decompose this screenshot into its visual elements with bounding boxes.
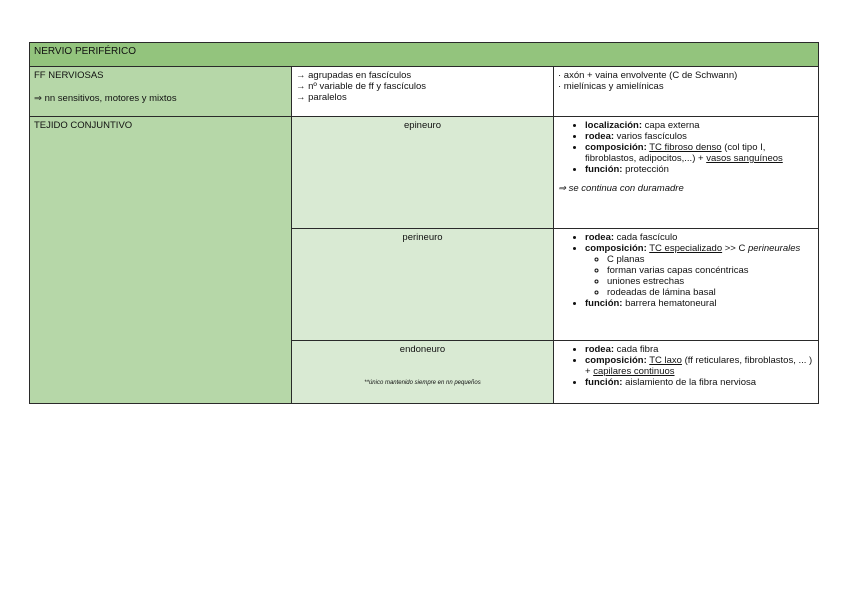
tejido-conjuntivo-cell: TEJIDO CONJUNTIVO — [30, 117, 292, 404]
perineuro-list — [558, 232, 814, 309]
ff-nerviosas-cell — [30, 67, 292, 117]
ff-nerviosas-label: FF NERVIOSAS — [34, 70, 104, 81]
list-item: • composición: TC especializado >> C perineurales ◦ C planas ◦ forman varias capas concéntricas ◦ uniones estrechas ◦ rodeadas de lámina basal — [585, 243, 814, 298]
endoneuro-cell — [292, 341, 554, 404]
list-item: • rodea: cada fascículo — [585, 232, 814, 243]
endoneuro-label: endoneuro — [399, 344, 446, 355]
perineuro-sublist — [585, 254, 814, 298]
list-item: • rodea: varios fascículos — [585, 131, 814, 142]
list-item: • función: aislamiento de la fibra nerviosa — [585, 377, 814, 388]
table-title: NERVIO PERIFÉRICO — [30, 43, 819, 67]
sub-item: ◦ forman varias capas concéntricas — [607, 265, 814, 276]
endoneuro-list — [558, 344, 814, 388]
list-item: • función: barrera hematoneural — [585, 298, 814, 309]
list-item: • composición: TC fibroso denso (col tipo I, fibroblastos, adipocitos,...) + vasos sanguíneos — [585, 142, 814, 164]
nerve-table — [29, 42, 819, 404]
feature-line: → paralelos — [296, 92, 347, 103]
detail-line: · mielínicas y amielínicas — [558, 81, 664, 92]
epineuro-note: ⇒ se continua con duramadre — [558, 183, 684, 194]
ff-nerviosas-details — [554, 67, 819, 117]
epineuro-cell: epineuro — [292, 117, 554, 229]
list-item: • localización: capa externa — [585, 120, 814, 131]
list-item: • rodea: cada fibra — [585, 344, 814, 355]
feature-line: → agrupadas en fascículos — [296, 70, 412, 81]
epineuro-details — [554, 117, 819, 229]
detail-line: · axón + vaina envolvente (C de Schwann) — [558, 70, 738, 81]
feature-line: → nº variable de ff y fascículos — [296, 81, 427, 92]
ff-nerviosas-features — [292, 67, 554, 117]
ff-nerviosas-sublabel: ⇒ nn sensitivos, motores y mixtos — [34, 93, 177, 104]
endoneuro-details — [554, 341, 819, 404]
sub-item: ◦ rodeadas de lámina basal — [607, 287, 814, 298]
perineuro-details — [554, 229, 819, 341]
list-item: • función: protección — [585, 164, 814, 175]
endoneuro-small-note: **único mantenido siempre en nn pequeños — [364, 380, 481, 386]
list-item: • composición: TC laxo (ff reticulares, fibroblastos, ... ) + capilares continuos — [585, 355, 814, 377]
epineuro-list — [558, 120, 814, 175]
sub-item: ◦ uniones estrechas — [607, 276, 814, 287]
sub-item: ◦ C planas — [607, 254, 814, 265]
perineuro-cell: perineuro — [292, 229, 554, 341]
